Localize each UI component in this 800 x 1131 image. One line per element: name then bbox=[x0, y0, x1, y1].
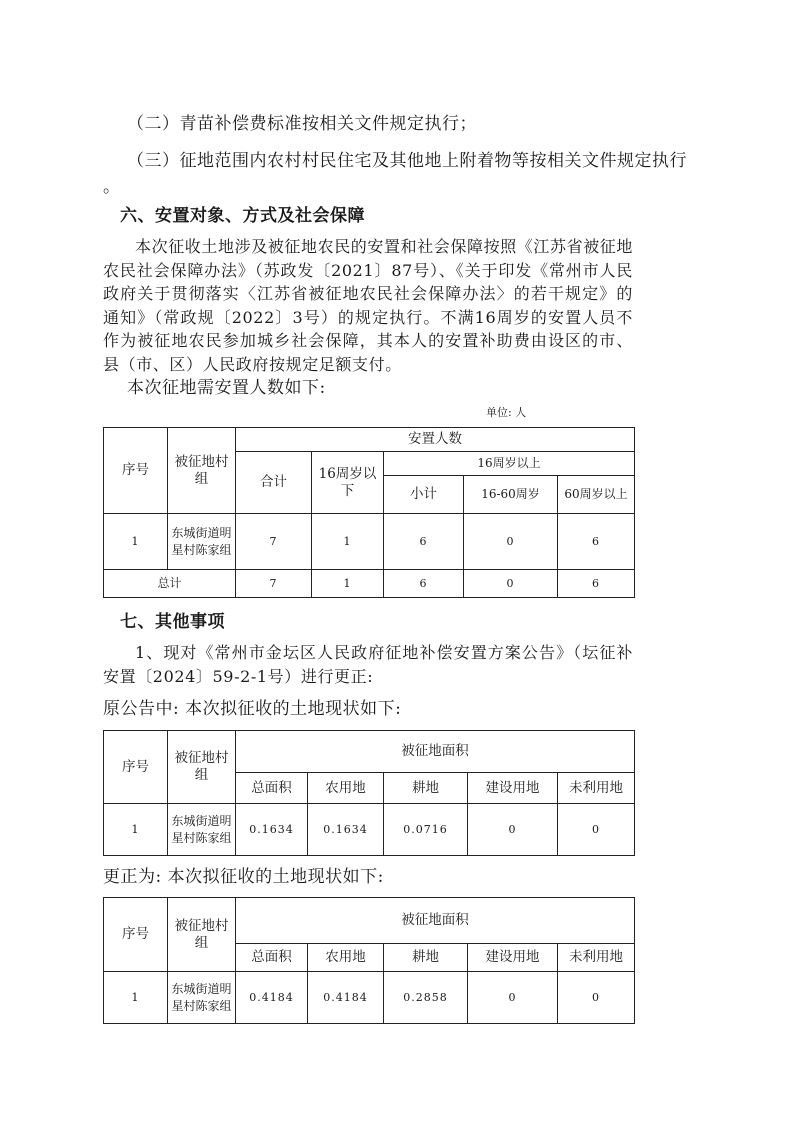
header-total: 合计 bbox=[236, 452, 312, 514]
cell-arable-land: 0.2858 bbox=[384, 972, 468, 1024]
table-row bbox=[104, 514, 635, 570]
table-row bbox=[104, 972, 635, 1024]
section-6-paragraph: 本次征收土地涉及被征地农民的安置和社会保障按照《江苏省被征地农民社会保障办法》（苏政发〔2021〕87号）、《关于印发《常州市人民政府关于贯彻落实〈江苏省被征地农民社会保障办法〉的若干规定》的通知》（常政规〔2022〕3号）的规定执行。不满16周岁的安置人员不作为被征地农民参加城乡社会保障，其本人的安置补助费由设区的市、县（市、区）人民政府按规定足额支付。 bbox=[103, 237, 634, 374]
section-7-heading: 七、其他事项 bbox=[120, 612, 225, 632]
original-notice-line: 原公告中: 本次拟征收的土地现状如下: bbox=[103, 699, 402, 719]
header-60-plus: 60周岁以上 bbox=[558, 476, 635, 514]
unit-label: 单位: 人 bbox=[486, 406, 527, 419]
cell-total: 7 bbox=[236, 514, 312, 570]
header-village: 被征地村组 bbox=[168, 898, 236, 972]
cell-village: 东城街道明星村陈家组 bbox=[168, 514, 236, 570]
cell-60-plus: 6 bbox=[558, 514, 635, 570]
cell-sum-16-60: 0 bbox=[464, 570, 558, 598]
header-agri-land: 农用地 bbox=[308, 944, 384, 972]
cell-sum-60-plus: 6 bbox=[558, 570, 635, 598]
cell-total-area: 0.4184 bbox=[236, 972, 308, 1024]
header-seq: 序号 bbox=[104, 428, 168, 514]
header-seq: 序号 bbox=[104, 898, 168, 972]
header-unused-land: 未利用地 bbox=[558, 944, 635, 972]
clause-2: （二）青苗补偿费标准按相关文件规定执行； bbox=[127, 114, 477, 134]
header-total-area: 总面积 bbox=[236, 944, 308, 972]
section-7-paragraph: 1、现对《常州市金坛区人民政府征地补偿安置方案公告》（坛征补安置〔2024〕59-2-1号）进行更正: bbox=[103, 643, 633, 686]
cell-agri-land: 0.1634 bbox=[308, 804, 384, 856]
header-village: 被征地村组 bbox=[168, 428, 236, 514]
header-agri-land: 农用地 bbox=[308, 773, 384, 804]
cell-unused-land: 0 bbox=[558, 972, 635, 1024]
cell-construction-land: 0 bbox=[468, 972, 558, 1024]
cell-construction-land: 0 bbox=[468, 804, 558, 856]
header-unused-land: 未利用地 bbox=[558, 773, 635, 804]
cell-sum-subtotal: 6 bbox=[384, 570, 464, 598]
header-village: 被征地村组 bbox=[168, 731, 236, 804]
cell-total-area: 0.1634 bbox=[236, 804, 308, 856]
header-over16: 16周岁以上 bbox=[384, 452, 635, 476]
corrected-land-table bbox=[103, 897, 635, 1024]
cell-16-60: 0 bbox=[464, 514, 558, 570]
cell-sum-label: 总计 bbox=[104, 570, 236, 598]
header-under16: 16周岁以下 bbox=[312, 452, 384, 514]
header-arable-land: 耕地 bbox=[384, 773, 468, 804]
cell-sum-under16: 1 bbox=[312, 570, 384, 598]
resettle-intro: 本次征地需安置人数如下: bbox=[127, 378, 326, 398]
cell-seq: 1 bbox=[104, 514, 168, 570]
header-arable-land: 耕地 bbox=[384, 944, 468, 972]
cell-subtotal: 6 bbox=[384, 514, 464, 570]
header-land-area: 被征地面积 bbox=[236, 731, 635, 773]
clause-3-end: 。 bbox=[103, 177, 121, 197]
section-6-heading: 六、安置对象、方式及社会保障 bbox=[120, 206, 365, 226]
cell-village: 东城街道明星村陈家组 bbox=[168, 804, 236, 856]
cell-under16: 1 bbox=[312, 514, 384, 570]
cell-agri-land: 0.4184 bbox=[308, 972, 384, 1024]
header-resettle-count: 安置人数 bbox=[236, 428, 635, 452]
cell-seq: 1 bbox=[104, 804, 168, 856]
clause-3: （三）征地范围内农村村民住宅及其他地上附着物等按相关文件规定执行 bbox=[127, 151, 687, 171]
cell-sum-total: 7 bbox=[236, 570, 312, 598]
resettlement-table bbox=[103, 427, 635, 598]
cell-unused-land: 0 bbox=[558, 804, 635, 856]
corrected-line: 更正为: 本次拟征收的土地现状如下: bbox=[103, 867, 384, 887]
original-land-table bbox=[103, 730, 635, 856]
header-land-area: 被征地面积 bbox=[236, 898, 635, 944]
header-subtotal: 小计 bbox=[384, 476, 464, 514]
header-16-60: 16-60周岁 bbox=[464, 476, 558, 514]
header-construction-land: 建设用地 bbox=[468, 773, 558, 804]
header-total-area: 总面积 bbox=[236, 773, 308, 804]
cell-arable-land: 0.0716 bbox=[384, 804, 468, 856]
header-seq: 序号 bbox=[104, 731, 168, 804]
table-sum-row bbox=[104, 570, 635, 598]
header-construction-land: 建设用地 bbox=[468, 944, 558, 972]
cell-seq: 1 bbox=[104, 972, 168, 1024]
cell-village: 东城街道明星村陈家组 bbox=[168, 972, 236, 1024]
table-row bbox=[104, 804, 635, 856]
